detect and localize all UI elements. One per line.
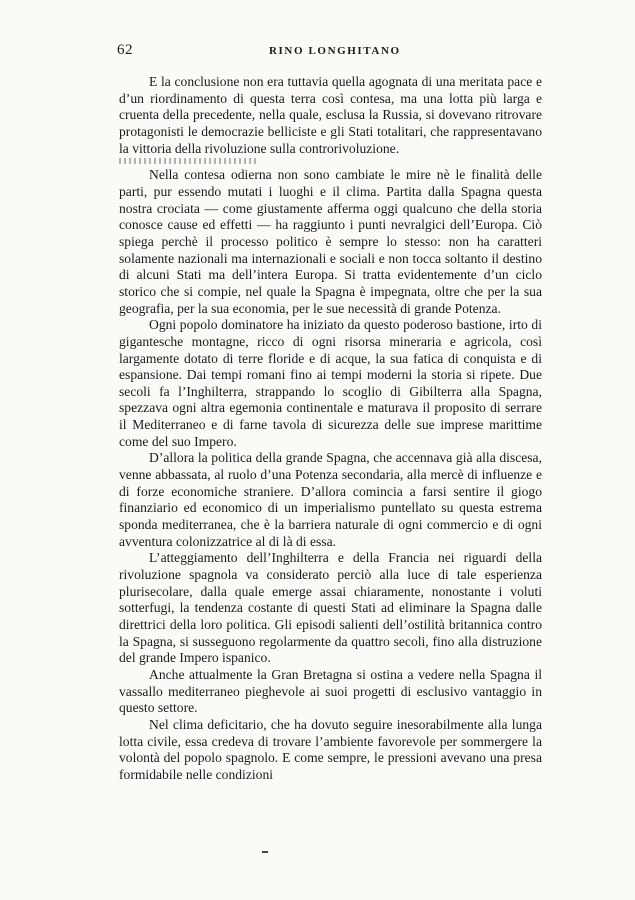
paragraph: Nella contesa odierna non sono cambiate le mire nè le finalità delle parti, pur essendo mutati i luoghi e il clima. Partita dalla Spagna questa nostra crociata — come giustamente afferma oggi qualcuno che della storia conosce cause ed effetti — ha raggiunto i punti nevralgici dell’Europa. Ciò spiega perchè il processo politico è sempre lo stesso: non ha caratteri solamente nazionali ma internazionali e sociali e non tocca soltanto il destino di alcuni Stati ma dell’intera Europa. Si tratta evidentemente d’un ciclo storico che si compie, nel quale la Spagna è impegnata, oltre che per la sua geografia, per la sua economia, per le sue necessità di grande Potenza. [119, 167, 542, 316]
running-head: RINO LONGHITANO [269, 45, 401, 57]
paragraph: Anche attualmente la Gran Bretagna si ostina a vedere nella Spagna il vassallo mediterraneo pieghevole ai suoi progetti di esclusivo vantaggio in questo settore. [119, 666, 542, 716]
page-mark [262, 851, 268, 853]
paragraph: L’atteggiamento dell’Inghilterra e della Francia nei riguardi della rivoluzione spagnola va considerato perciò alla luce di tale esperienza plurisecolare, dalla quale emerge assai chiaramente, nonostante i voluti sotterfugi, la tendenza costante di questi Stati ad eliminare la Spagna dalle direttrici della loro politica. Gli episodi salienti dell’ostilità britannica contro la Spagna, si susseguono regolarmente da quattro secoli, fino alla distruzione del grande Impero ispanico. [119, 550, 542, 666]
paragraph: Nel clima deficitario, che ha dovuto seguire inesorabilmente alla lunga lotta civile, essa credeva di trovare l’ambiente favorevole per sommergere la volontà del popolo spagnolo. E come sempre, le pressioni avevano una presa formidabile nelle condizioni [119, 716, 542, 782]
page-header [117, 42, 541, 62]
paragraph: Ogni popolo dominatore ha iniziato da questo poderoso bastione, irto di gigantesche montagne, ricco di ogni risorsa mineraria e agricola, così largamente dotato di terre floride e di acque, la sua fatica di conquista e di espansione. Dai tempi romani fino ai tempi moderni la storia si ripete. Due secoli fa l’Inghilterra, strappando lo scoglio di Gibilterra alla Spagna, spezzava ogni altra egemonia continentale e maturava il proposito di serrare il Mediterraneo e di farne tavola di sicurezza delle sue imprese marittime come del suo Impero. [119, 317, 542, 449]
paragraph: D’allora la politica della grande Spagna, che accennava già alla discesa, venne abbassata, al ruolo d’una Potenza secondaria, alla mercè di influenze e di forze economiche straniere. D’allora comincia a farsi sentire il giogo finanziario ed economico di un imperialismo puntellato su questa estrema sponda mediterranea, che è la barriera naturale di ogni commercio e di ogni avventura colonizzatrice al di là di essa. [119, 450, 542, 549]
page-number: 62 [117, 42, 133, 58]
print-smudge [119, 158, 259, 164]
paragraph: E la conclusione non era tuttavia quella agognata di una meritata pace e d’un riordinamento di questa terra così contesa, ma una lotta più larga e cruenta della precedente, nella quale, esclusa la Russia, si dovevano ritrovare protagonisti le democrazie belliciste e gli Stati totalitari, che rappresentavano la vittoria della rivoluzione sulla controrivoluzione. [119, 74, 542, 156]
body-text [119, 74, 542, 784]
